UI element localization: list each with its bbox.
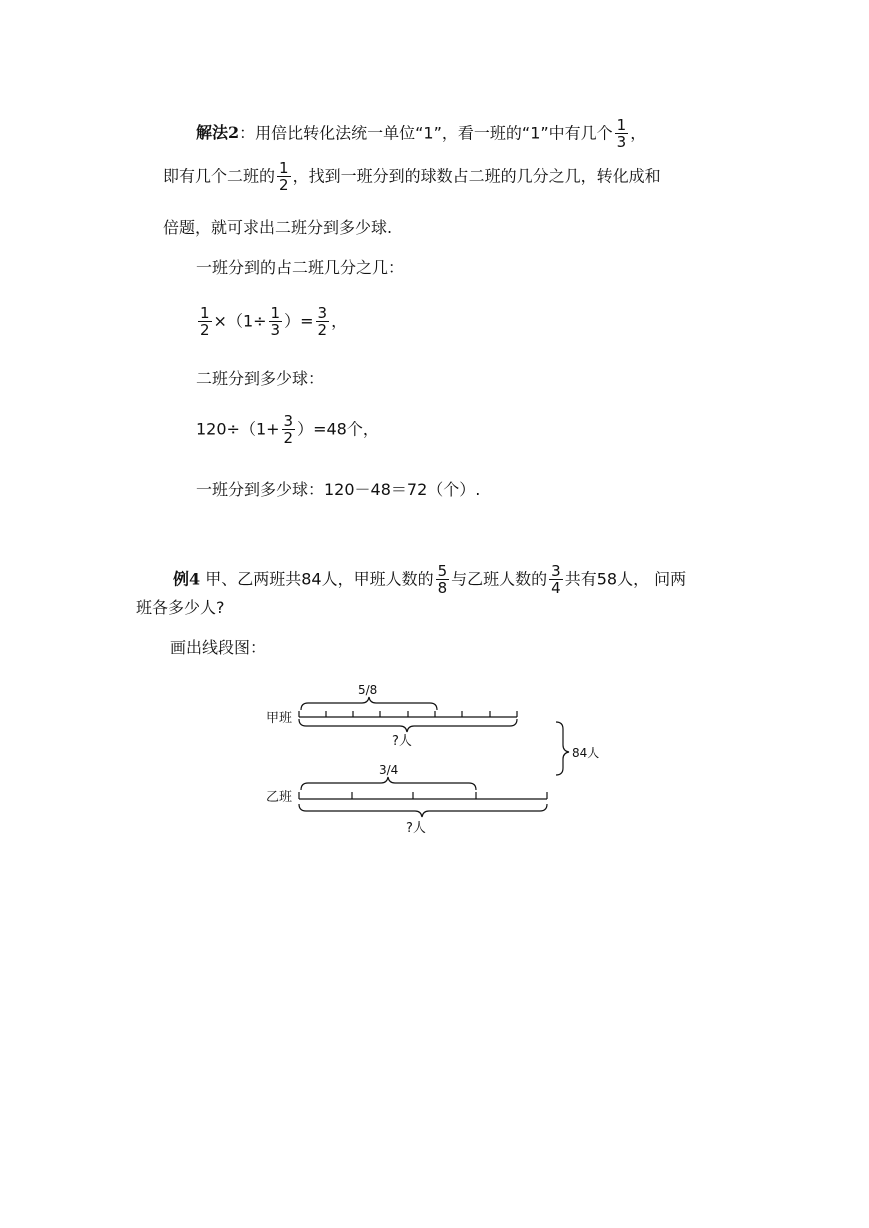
fraction: $\frac{1}{3}$ [616, 116, 627, 151]
fraction: $\frac{3}{2}$ [283, 412, 294, 447]
solution2-line3: 倍题，就可求出二班分到多少球. [163, 218, 393, 237]
total-brace [556, 722, 569, 775]
solution2-line2: 即有几个二班的 $\frac{1}{2}$ ，找到一班分到的球数占二班的几分之几，转化成和 [163, 159, 661, 194]
row2-top-brace [301, 777, 476, 790]
row2-question: ?人 [406, 821, 426, 836]
solution2-label: 解法2 [196, 123, 240, 142]
step1-formula: $\frac{1}{2}$ ×（1÷ $\frac{1}{3}$ ）= $\frac{3}{2}$ ， [200, 304, 348, 339]
step3-line: 一班分到多少球：120－48＝72（个）. [196, 480, 481, 499]
example4-line2: 班各多少人? [136, 598, 225, 617]
fraction: $\frac{3}{4}$ [551, 562, 561, 597]
example4-label: 例4 [173, 569, 201, 589]
row1-question: ?人 [392, 734, 412, 749]
fraction: $\frac{1}{2}$ [279, 159, 289, 194]
row1-label: 甲班 [266, 711, 293, 726]
fraction: $\frac{3}{2}$ [317, 304, 328, 339]
total-label: 84人 [572, 746, 600, 760]
row1-top-brace [301, 697, 437, 710]
fraction: $\frac{1}{3}$ [270, 304, 281, 339]
solution2-line1: 解法2：用倍比转化法统一单位“1”，看一班的“1”中有几个 $\frac{1}{3}$ ， [196, 116, 647, 151]
step2-formula: 120÷（1+ $\frac{3}{2}$ ）=48个， [196, 412, 379, 447]
fraction: $\frac{1}{2}$ [200, 304, 210, 339]
row2-label: 乙班 [266, 790, 293, 805]
row1-fraction-label: 5/8 [358, 683, 378, 697]
example4-line1: 例4 甲、乙两班共84人，甲班人数的 $\frac{5}{8}$ 与乙班人数的 $\frac{3}{4}$ 共有58人， 问两 [173, 562, 687, 597]
row2-bottom-brace [299, 804, 547, 817]
row1-bottom-brace [299, 719, 517, 732]
draw-title: 画出线段图： [170, 638, 267, 657]
row2-fraction-label: 3/4 [379, 763, 399, 777]
step1-title: 一班分到的占二班几分之几： [196, 258, 405, 277]
fraction: $\frac{5}{8}$ [437, 562, 448, 597]
step2-title: 二班分到多少球： [196, 369, 325, 388]
